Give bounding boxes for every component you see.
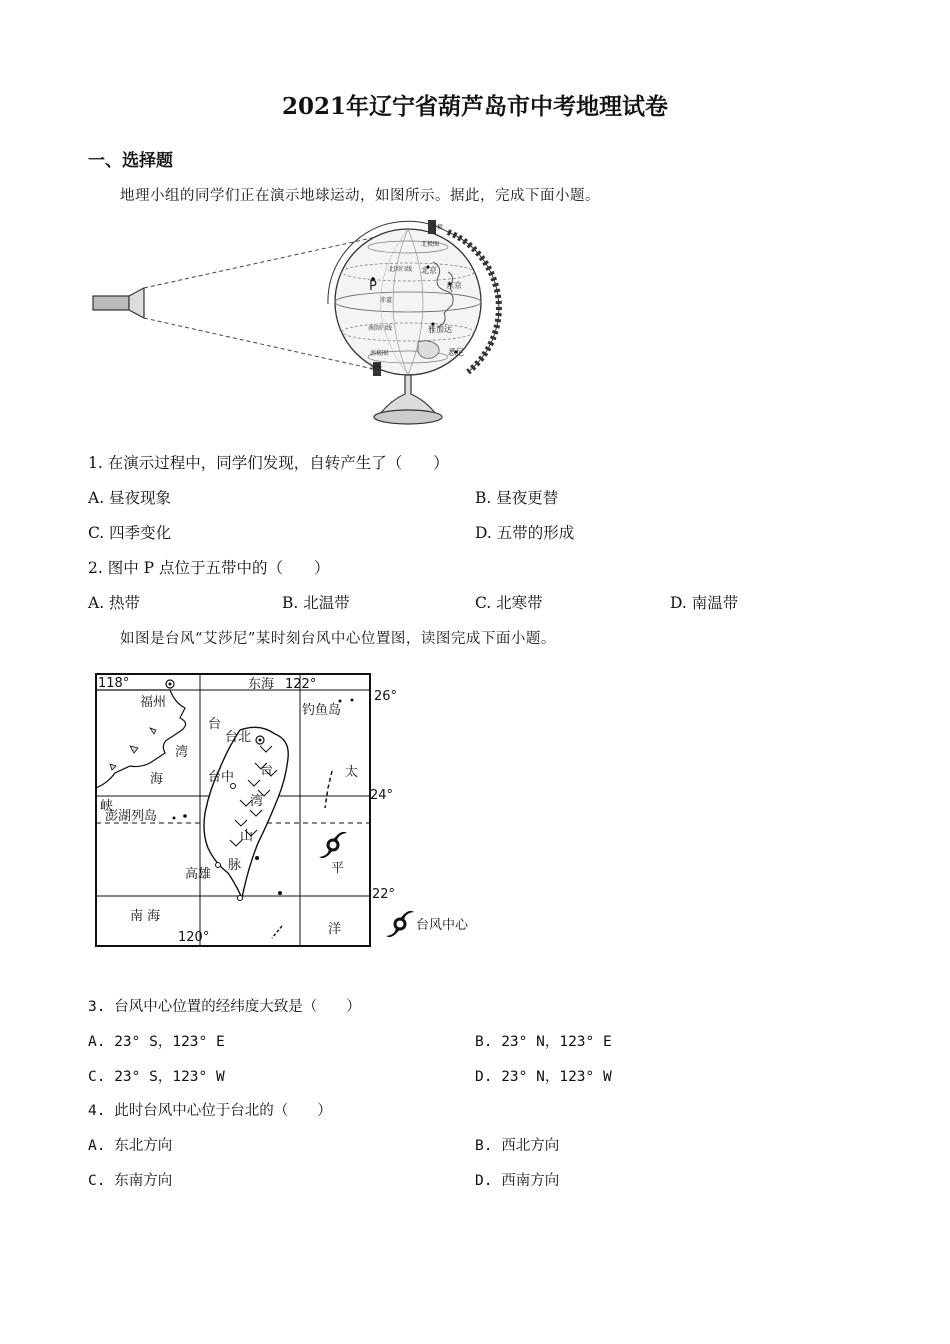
q1-option-d[interactable]: D. 五带的形成 (475, 524, 575, 542)
sydney-label: 悉尼 (448, 348, 464, 357)
lat-26-label: 26° (374, 689, 398, 704)
equator-label: 赤道 (380, 297, 393, 304)
mountain-char-tai: 台 (260, 763, 274, 778)
antarctic-circle-label: 南极圈 (370, 350, 389, 357)
beijing-label: 北京 (421, 266, 437, 275)
tropic-capricorn-label: 南回归线 (368, 325, 393, 332)
taizhong-label: 台中 (208, 770, 235, 785)
point-p-label: P (369, 279, 377, 294)
page-title: 2021年辽宁省葫芦岛市中考地理试卷 (281, 93, 668, 120)
diaoyudao-label: 钓鱼岛 (302, 703, 342, 718)
q2-option-c[interactable]: C. 北寒带 (475, 594, 543, 612)
fuzhou-label: 福州 (140, 695, 167, 710)
ocean-char-tai: 太 (345, 765, 359, 780)
jakarta-label: 雅加达 (428, 325, 452, 334)
lat-22-label: 22° (372, 887, 396, 902)
q1-stem: 1. 在演示过程中，同学们发现，自转产生了（ ） (88, 454, 449, 472)
intro-text-1: 地理小组的同学们正在演示地球运动，如图所示。据此，完成下面小题。 (120, 188, 600, 204)
q1-option-a[interactable]: A. 昼夜现象 (88, 489, 172, 507)
q1-option-b[interactable]: B. 昼夜更替 (475, 489, 559, 507)
globe (328, 221, 499, 375)
legend-label: 台风中心 (416, 918, 469, 933)
strait-char-hai: 海 (150, 772, 164, 787)
nanhai-label: 南 海 (130, 909, 161, 924)
q4-option-a[interactable]: A. 东北方向 (88, 1138, 173, 1154)
mountain-char-mai: 脉 (228, 858, 242, 873)
lon-118-label: 118° (98, 676, 130, 691)
q1-option-c[interactable]: C. 四季变化 (88, 524, 172, 542)
north-pole-label: 北极 (431, 224, 444, 231)
mountain-char-wan: 湾 (250, 794, 264, 809)
strait-char-wan: 湾 (175, 745, 189, 760)
taibei-label: 台北 (225, 730, 252, 745)
q2-option-d[interactable]: D. 南温带 (670, 594, 739, 612)
lat-24-label: 24° (370, 788, 394, 803)
section-heading: 一、选择题 (88, 151, 173, 171)
arctic-circle-label: 北极圈 (421, 241, 440, 248)
q3-option-a[interactable]: A. 23° S，123° E (88, 1034, 225, 1050)
q2-option-a[interactable]: A. 热带 (88, 594, 141, 612)
mountain-char-shan: 山 (240, 829, 254, 844)
lon-120-label: 120° (178, 930, 210, 945)
penghu-label: 澎湖列岛 (105, 809, 158, 824)
q3-option-b[interactable]: B. 23° N，123° E (475, 1034, 612, 1050)
q4-stem: 4. 此时台风中心位于台北的（ ） (88, 1103, 332, 1119)
q4-option-c[interactable]: C. 东南方向 (88, 1173, 173, 1189)
flashlight-icon (93, 288, 144, 318)
legend-typhoon-icon (386, 911, 414, 937)
q3-option-c[interactable]: C. 23° S，123° W (88, 1069, 225, 1085)
donghai-label: 东海 (248, 677, 275, 692)
q4-option-d[interactable]: D. 西南方向 (475, 1173, 560, 1189)
gaoxiong-label: 高雄 (185, 867, 212, 882)
tropic-cancer-label: 北回归线 (388, 266, 413, 273)
ocean-char-ping: 平 (331, 861, 345, 876)
q2-option-b[interactable]: B. 北温带 (282, 594, 350, 612)
intro-text-2: 如图是台风“艾莎尼”某时刻台风中心位置图，读图完成下面小题。 (120, 631, 556, 647)
ocean-char-yang: 洋 (328, 922, 342, 937)
typhoon-map (90, 668, 490, 953)
q2-stem: 2. 图中 P 点位于五带中的（ ） (88, 559, 330, 577)
tokyo-label: 东京 (446, 281, 462, 290)
globe-illustration (88, 212, 508, 427)
strait-char-xia: 峡 (100, 799, 114, 814)
q3-stem: 3. 台风中心位置的经纬度大致是（ ） (88, 999, 361, 1015)
strait-char-tai: 台 (208, 717, 222, 732)
south-pole-label: 南极 (370, 365, 383, 372)
q4-option-b[interactable]: B. 西北方向 (475, 1138, 560, 1154)
q3-option-d[interactable]: D. 23° N，123° W (475, 1069, 612, 1085)
lon-122-label: 122° (285, 677, 317, 692)
